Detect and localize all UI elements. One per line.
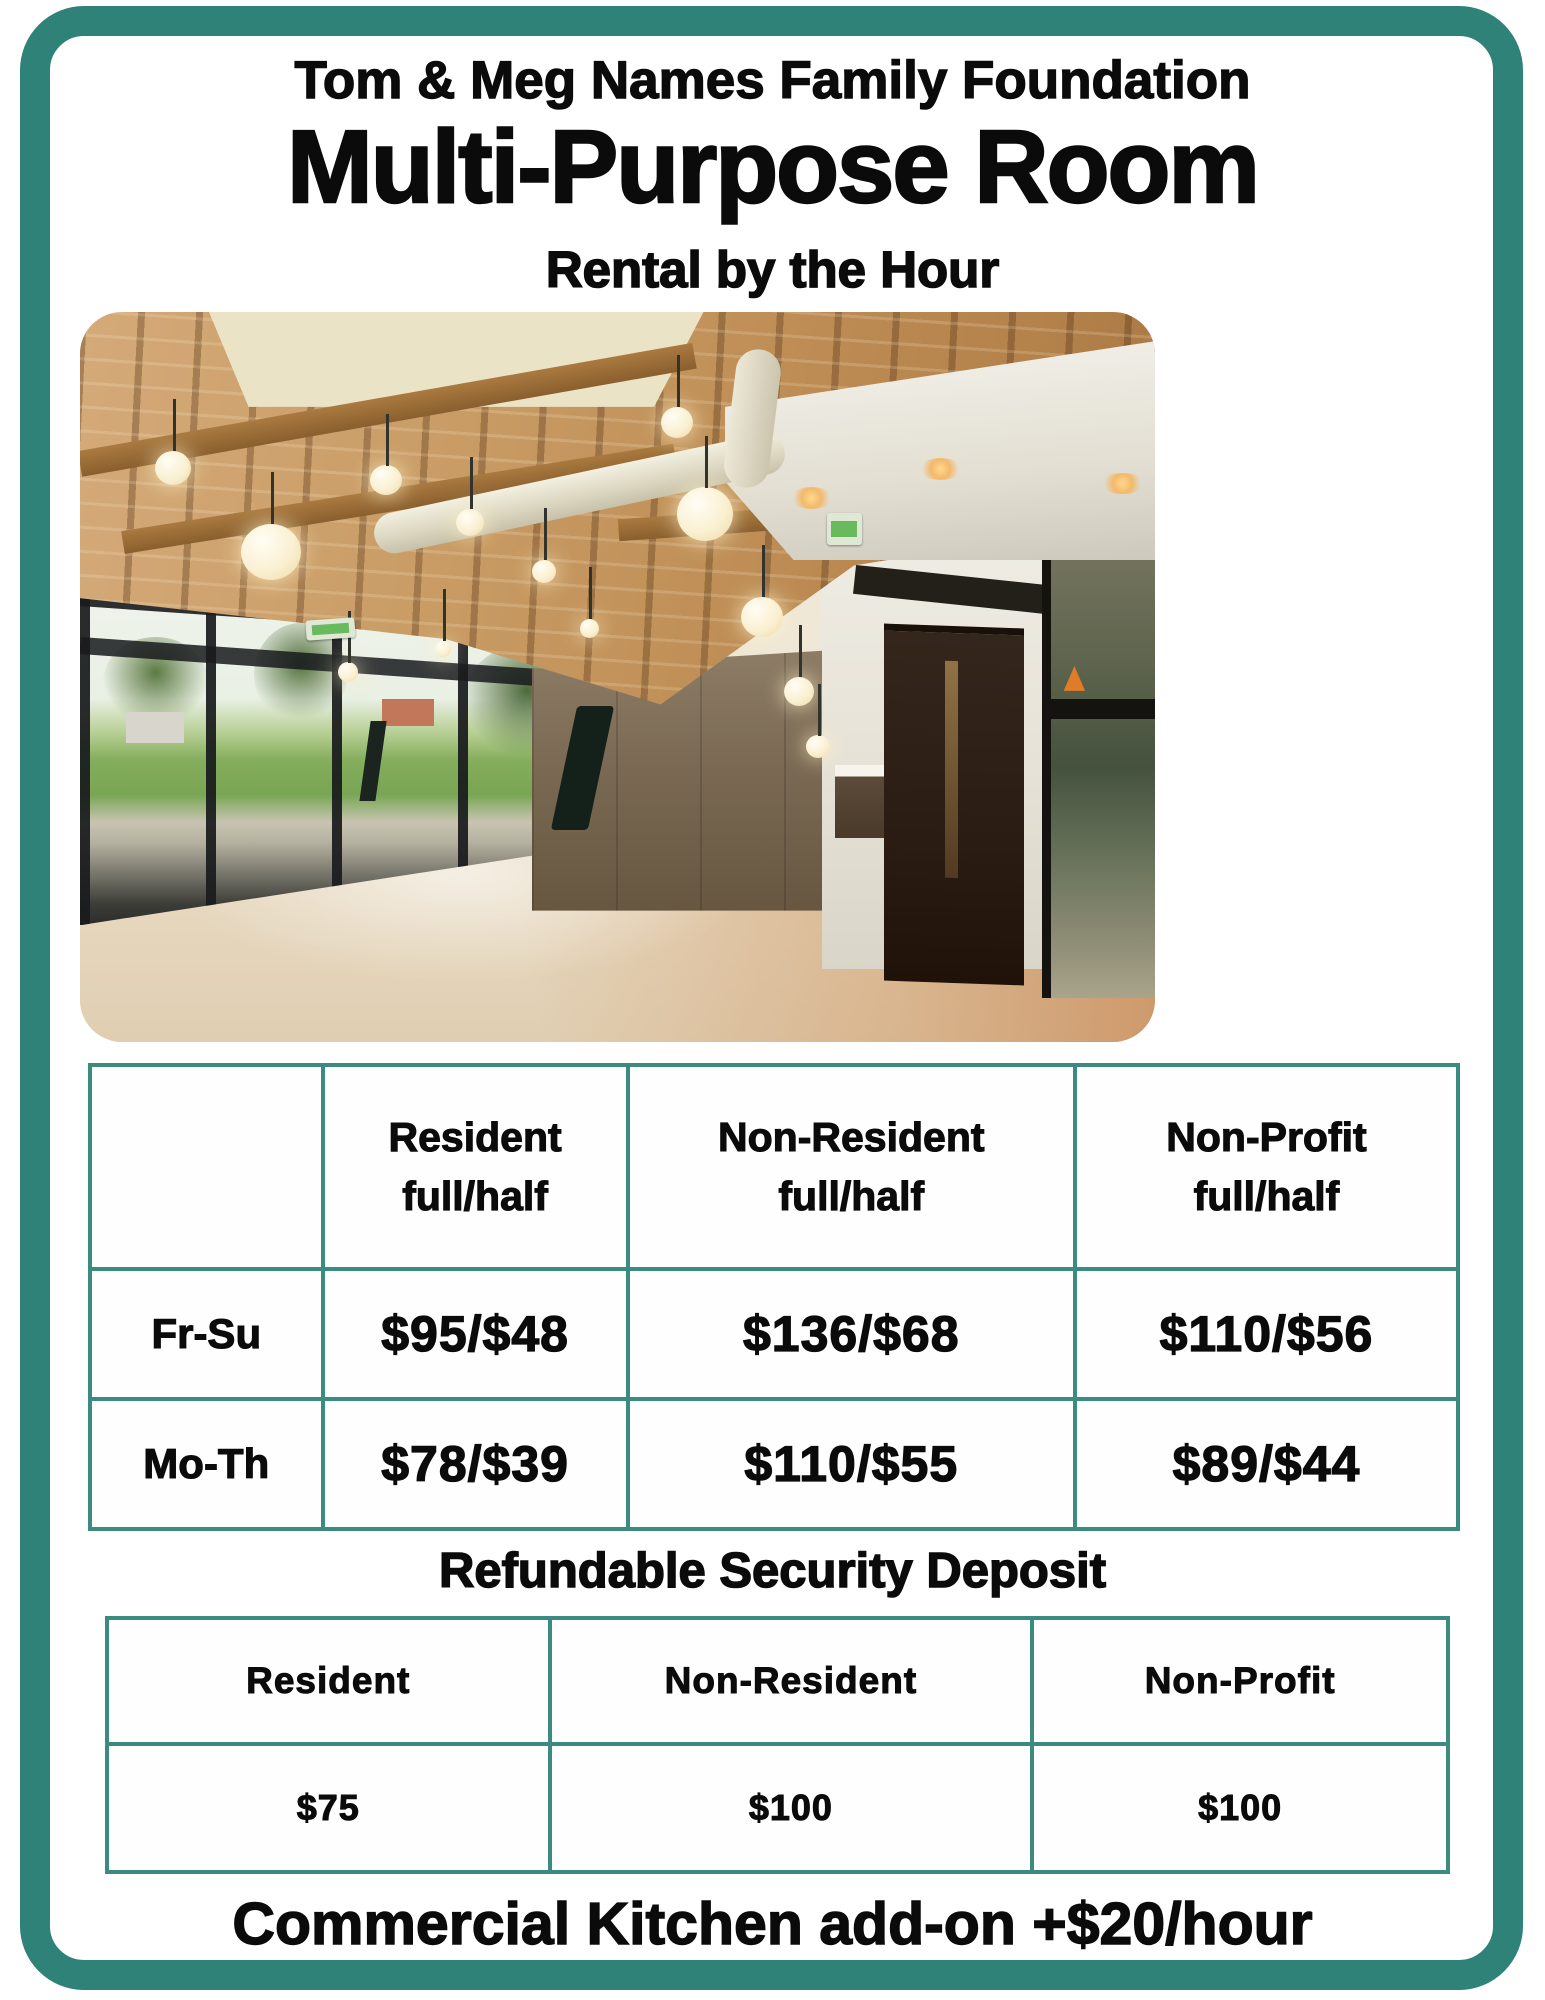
- rates-row-mon-thu: [90, 1399, 1458, 1529]
- globe-pendant-light: [741, 597, 783, 637]
- deposit-header-row: [107, 1618, 1448, 1744]
- rates-header-non-profit: [1075, 1065, 1458, 1269]
- deposit-header-resident: Resident: [107, 1618, 550, 1744]
- rates-row-fri-sun: [90, 1269, 1458, 1399]
- rates-row-label-fri-sun: Fr-Su: [90, 1269, 323, 1399]
- globe-pendant-light: [241, 524, 301, 580]
- deposit-value-row: [107, 1744, 1448, 1872]
- hourly-rates-table: [88, 1063, 1460, 1531]
- deposit-header-non-resident: Non-Resident: [550, 1618, 1033, 1744]
- deposit-heading: Refundable Security Deposit: [438, 1544, 1107, 1598]
- page-title: Multi-Purpose Room: [286, 109, 1259, 224]
- exit-sign: [305, 617, 356, 641]
- rates-header-empty-cell: [90, 1065, 323, 1269]
- globe-pendant-light: [677, 487, 733, 541]
- photo-door-glass-strip: [946, 661, 959, 879]
- rates-header-non-profit-line2: full/half: [1193, 1173, 1340, 1219]
- photo-recessed-light: [919, 458, 962, 480]
- rate-mon-thu-non-resident: $110/$55: [628, 1399, 1075, 1529]
- photo-glass-frame-bar: [1051, 699, 1155, 718]
- rate-fri-sun-non-profit: $110/$56: [1075, 1269, 1458, 1399]
- rates-header-resident-line1: Resident: [388, 1113, 562, 1160]
- globe-pendant-light: [435, 641, 451, 657]
- deposit-resident-amount: $75: [107, 1744, 550, 1872]
- globe-pendant-light: [155, 451, 191, 485]
- deposit-non-resident-amount: $100: [550, 1744, 1033, 1872]
- rate-mon-thu-non-profit: $89/$44: [1075, 1399, 1458, 1529]
- globe-pendant-light: [580, 619, 599, 638]
- organization-name: Tom & Meg Names Family Foundation: [294, 51, 1251, 110]
- page-subtitle: Rental by the Hour: [545, 241, 1000, 298]
- room-photo: [80, 312, 1155, 1042]
- globe-pendant-light: [532, 560, 556, 583]
- globe-pendant-light: [661, 407, 693, 438]
- rates-header-resident-line2: full/half: [402, 1173, 548, 1219]
- rates-header-non-resident: [628, 1065, 1075, 1269]
- photo-wood-door: [884, 623, 1024, 985]
- deposit-header-non-profit: Non-Profit: [1032, 1618, 1448, 1744]
- rates-header-non-resident-line1: Non-Resident: [718, 1113, 985, 1160]
- rate-fri-sun-resident: $95/$48: [323, 1269, 628, 1399]
- rates-header-non-profit-line1: Non-Profit: [1166, 1113, 1367, 1160]
- rate-mon-thu-resident: $78/$39: [323, 1399, 628, 1529]
- rate-fri-sun-non-resident: $136/$68: [628, 1269, 1075, 1399]
- rates-header-non-resident-line2: full/half: [778, 1173, 925, 1219]
- exit-sign: [827, 513, 861, 545]
- security-deposit-table: [105, 1616, 1450, 1874]
- deposit-non-profit-amount: $100: [1032, 1744, 1448, 1872]
- photo-right-glass-wall: [1042, 516, 1155, 998]
- rates-header-resident: [323, 1065, 628, 1269]
- rates-row-label-mon-thu: Mo-Th: [90, 1399, 323, 1529]
- kitchen-addon-note: Commercial Kitchen add-on +$20/hour: [232, 1891, 1313, 1957]
- rates-header-row: [90, 1065, 1458, 1269]
- globe-pendant-light: [784, 677, 814, 706]
- photo-recessed-light: [790, 487, 833, 509]
- globe-pendant-light: [806, 735, 830, 758]
